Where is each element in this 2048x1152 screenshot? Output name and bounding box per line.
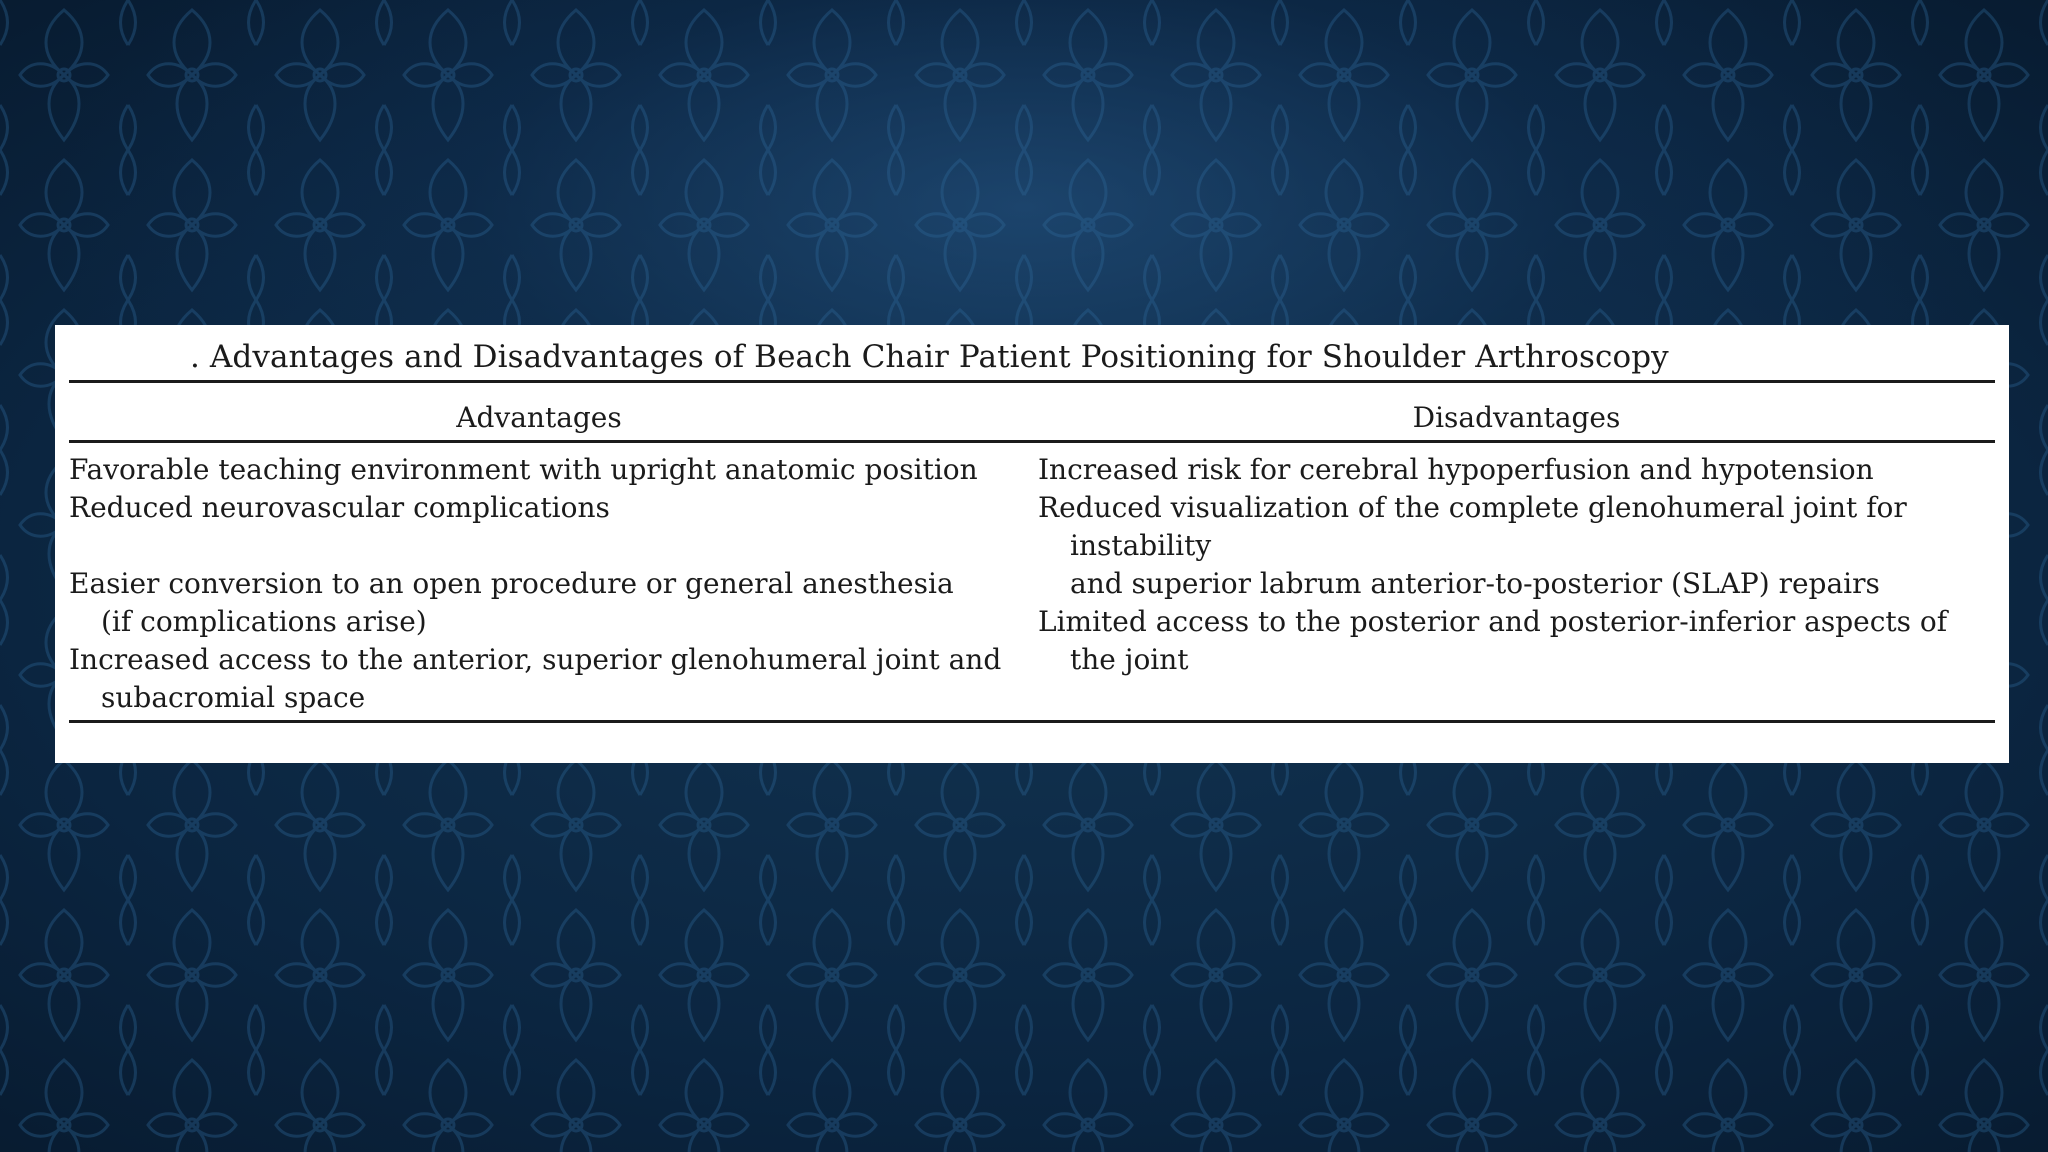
advantage-item: Reduced neurovascular complications [69, 491, 610, 524]
disadvantage-item: Reduced visualization of the complete glenohumeral joint for instability and superior labrum anterior-to-posterior (SLAP) repairs [1038, 491, 1907, 600]
disadvantages-list [1038, 451, 1998, 679]
disadvantages-column-header: Disadvantages [1412, 401, 1621, 434]
advantages-column-header: Advantages [456, 401, 622, 434]
table-panel [55, 325, 2009, 763]
advantages-list [69, 451, 1029, 717]
disadvantage-item: Limited access to the posterior and posterior-inferior aspects of the joint [1038, 605, 1948, 676]
table-title: . Advantages and Disadvantages of Beach Chair Patient Positioning for Shoulder Arthroscopy [190, 339, 1669, 375]
advantage-item: Easier conversion to an open procedure or general anesthesia (if complications arise) [69, 567, 954, 638]
bottom-rule [69, 720, 1995, 723]
title-rule [69, 380, 1995, 383]
advantage-item: Favorable teaching environment with upright anatomic position [69, 453, 978, 486]
advantage-item: Increased access to the anterior, superior glenohumeral joint and subacromial space [69, 643, 1002, 714]
disadvantage-item: Increased risk for cerebral hypoperfusion and hypotension [1038, 453, 1874, 486]
header-rule [69, 440, 1995, 443]
